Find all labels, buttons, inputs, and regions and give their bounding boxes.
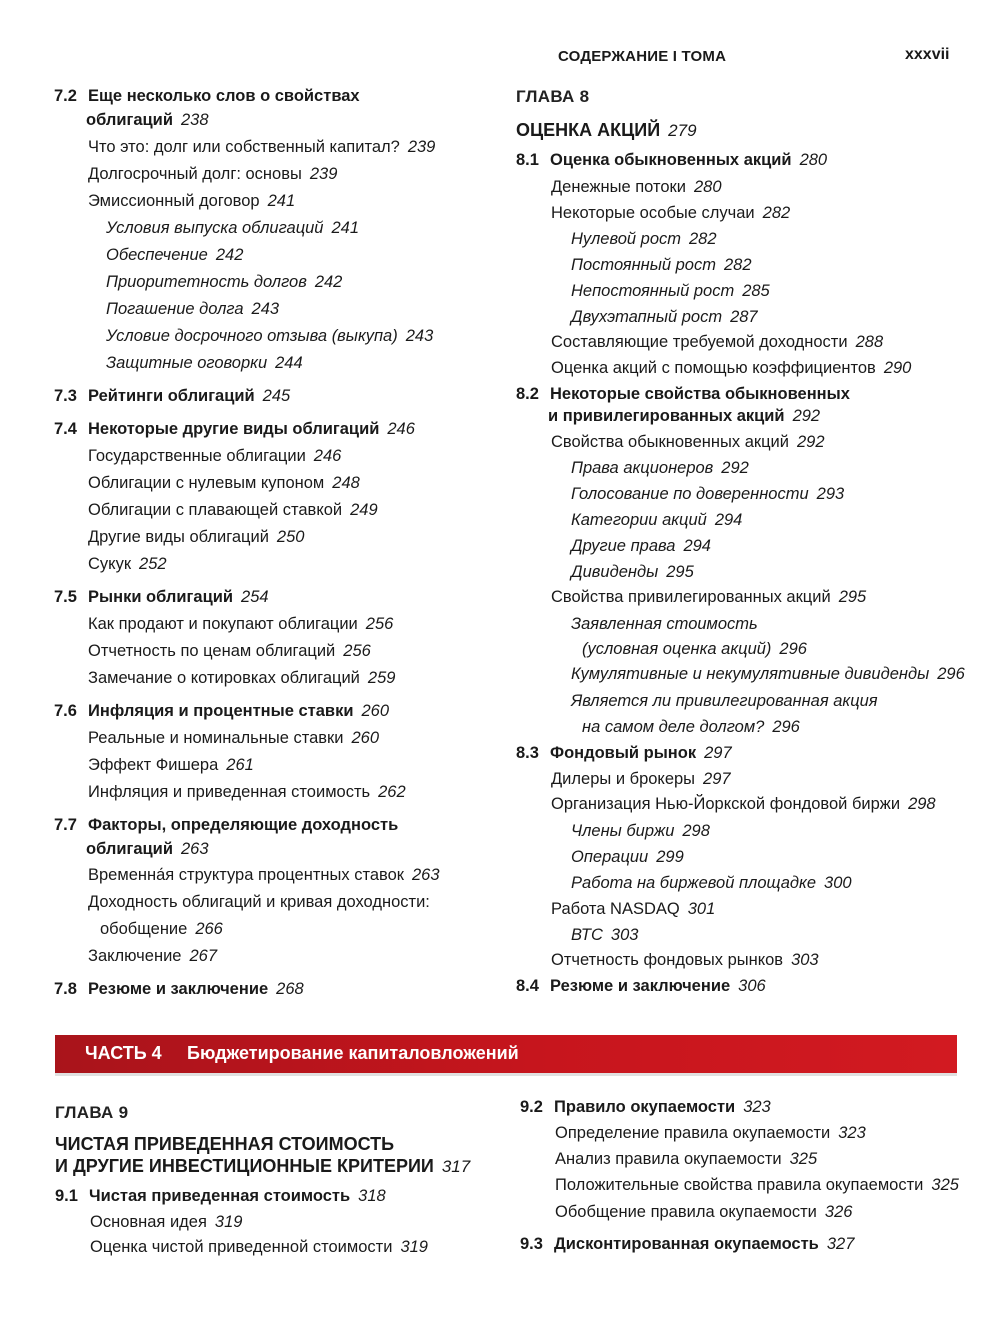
entry-page-number: 297: [704, 744, 732, 762]
entry-title: Чистая приведенная стоимость: [89, 1187, 351, 1205]
entry-title: Рынки облигаций: [88, 588, 234, 606]
part-banner: [55, 1035, 957, 1073]
entry-title: облигаций: [86, 840, 173, 858]
entry-title: Двухэтапный рост: [571, 308, 723, 326]
entry-page-number: 242: [215, 246, 244, 264]
entry-page-number: 259: [367, 669, 396, 687]
toc-left-entry[interactable]: [88, 137, 435, 157]
page-number: xxxvii: [905, 46, 950, 63]
entry-page-number: 325: [789, 1150, 818, 1168]
entry-title: Анализ правила окупаемости: [555, 1150, 782, 1168]
entry-page-number: 266: [195, 920, 223, 938]
entry-page-number: 262: [378, 783, 406, 801]
entry-title: Другие виды облигаций: [88, 528, 269, 546]
toc-left-entry[interactable]: [88, 191, 295, 211]
section-number: 7.2: [54, 87, 77, 105]
section-number: 7.5: [54, 588, 77, 606]
entry-page-number: 246: [387, 420, 415, 438]
entry-title: Рейтинги облигаций: [88, 387, 255, 405]
section-number: 8.4: [516, 977, 539, 995]
entry-title: Работа на биржевой площадке: [571, 874, 817, 892]
entry-title: Операции: [571, 848, 649, 866]
chapter-9-title-line1[interactable]: ЧИСТАЯ ПРИВЕДЕННАЯ СТОИМОСТЬ: [55, 1134, 395, 1154]
toc-left-entry[interactable]: [54, 815, 398, 835]
toc-right-entry[interactable]: [571, 847, 684, 867]
entry-page-number: 296: [779, 640, 807, 658]
entry-page-number: 282: [689, 230, 717, 248]
entry-title: Долгосрочный долг: основы: [88, 165, 302, 183]
toc-left-entry[interactable]: [106, 218, 359, 238]
entry-title: на самом деле долгом?: [582, 718, 765, 736]
toc-ch9-left-entry[interactable]: [90, 1237, 428, 1257]
toc-right-entry[interactable]: [571, 536, 711, 556]
toc-left-entry[interactable]: [88, 728, 379, 748]
toc-right-entry[interactable]: [551, 794, 936, 814]
entry-page-number: 249: [350, 501, 378, 519]
entry-title: облигаций: [86, 111, 173, 129]
entry-title: Заявленная стоимость: [571, 615, 758, 633]
section-number: 7.3: [54, 387, 77, 405]
entry-page-number: 246: [313, 447, 342, 465]
entry-page-number: 239: [309, 165, 338, 183]
entry-page-number: 280: [693, 178, 722, 196]
section-number: 7.7: [54, 816, 77, 834]
entry-title: Отчетность по ценам облигаций: [88, 642, 336, 660]
entry-page-number: 239: [407, 138, 436, 156]
entry-title: Защитные оговорки: [106, 354, 268, 372]
toc-right-entry[interactable]: [571, 664, 965, 684]
toc-right-entry[interactable]: [516, 384, 850, 404]
entry-page-number: 256: [365, 615, 394, 633]
toc-right-entry[interactable]: [551, 899, 715, 919]
toc-ch9-right-entry[interactable]: [555, 1175, 959, 1195]
toc-right-entry[interactable]: [571, 229, 717, 249]
entry-page-number: 260: [361, 702, 390, 720]
toc-left-entry[interactable]: [106, 353, 303, 373]
entry-page-number: 263: [180, 840, 209, 858]
toc-left-entry[interactable]: [88, 500, 378, 520]
entry-page-number: 243: [405, 327, 434, 345]
toc-right-entry[interactable]: [582, 717, 800, 737]
entry-page-number: 293: [816, 485, 845, 503]
entry-page-number: 243: [251, 300, 280, 318]
toc-left-entry[interactable]: [106, 326, 433, 346]
toc-right-entry[interactable]: [551, 587, 866, 607]
toc-right-entry[interactable]: [551, 203, 790, 223]
toc-left-entry[interactable]: [88, 755, 254, 775]
entry-title: Инфляция и приведенная стоимость: [88, 783, 371, 801]
toc-right-entry[interactable]: [571, 614, 758, 634]
entry-page-number: 296: [937, 665, 965, 683]
entry-title: Положительные свойства правила окупаемости: [555, 1176, 924, 1194]
toc-right-entry[interactable]: [571, 484, 844, 504]
toc-ch9-right-entry[interactable]: [520, 1097, 771, 1117]
chapter-8-label: ГЛАВА 8: [516, 87, 590, 106]
entry-page-number: 296: [772, 718, 800, 736]
toc-right-entry[interactable]: [571, 458, 749, 478]
toc-left-entry[interactable]: [88, 527, 304, 547]
entry-page-number: 303: [791, 951, 819, 969]
toc-left-entry[interactable]: [86, 110, 209, 130]
toc-left-entry[interactable]: [88, 892, 430, 912]
entry-title: Погашение долга: [106, 300, 244, 318]
toc-left-entry[interactable]: [88, 473, 360, 493]
entry-title: Свойства обыкновенных акций: [551, 433, 789, 451]
section-number: 7.6: [54, 702, 77, 720]
entry-title: и привилегированных акций: [548, 407, 785, 425]
entry-title: Права акционеров: [571, 459, 714, 477]
entry-title: Свойства привилегированных акций: [551, 588, 831, 606]
entry-page-number: 261: [226, 756, 254, 774]
toc-left-entry[interactable]: [88, 865, 440, 885]
toc-right-entry[interactable]: [551, 432, 825, 452]
entry-page-number: 254: [241, 588, 269, 606]
toc-left-entry[interactable]: [88, 782, 406, 802]
toc-right-entry[interactable]: [551, 177, 722, 197]
entry-title: Временна́я структура процентных ставок: [88, 866, 404, 884]
entry-title: Основная идея: [90, 1213, 207, 1231]
entry-title: Некоторые свойства обыкновенных: [550, 385, 850, 403]
entry-title: Фондовый рынок: [550, 744, 697, 762]
entry-title: Инфляция и процентные ставки: [88, 702, 354, 720]
entry-page-number: 300: [824, 874, 852, 892]
entry-title: Некоторые особые случаи: [551, 204, 755, 222]
part-banner-shadow: [55, 1073, 957, 1076]
entry-page-number: 294: [714, 511, 743, 529]
toc-left-entry[interactable]: [54, 419, 415, 439]
chapter-9-label: ГЛАВА 9: [55, 1103, 129, 1122]
entry-page-number: 238: [180, 111, 209, 129]
toc-left-entry[interactable]: [106, 299, 279, 319]
entry-title: Отчетность фондовых рынков: [551, 951, 784, 969]
toc-left-entry[interactable]: [100, 919, 223, 939]
entry-page-number: 306: [738, 977, 766, 995]
entry-title: Кумулятивные и некумулятивные дивиденды: [571, 665, 930, 683]
entry-title: Эффект Фишера: [88, 756, 219, 774]
chapter-9-title-line2-text: И ДРУГИЕ ИНВЕСТИЦИОННЫЕ КРИТЕРИИ: [55, 1156, 434, 1176]
entry-title: Облигации с нулевым купоном: [88, 474, 325, 492]
entry-page-number: 252: [139, 555, 167, 573]
entry-page-number: 256: [343, 642, 371, 660]
chapter-9-title-line2[interactable]: [55, 1154, 470, 1179]
toc-right-entry[interactable]: [571, 925, 638, 945]
entry-title: Резюме и заключение: [88, 980, 269, 998]
entry-page-number: 299: [656, 848, 684, 866]
entry-page-number: 319: [400, 1238, 428, 1256]
toc-ch9-left-entry[interactable]: [90, 1212, 242, 1232]
entry-title: Категории акций: [571, 511, 707, 529]
entry-title: Оценка обыкновенных акций: [550, 151, 792, 169]
entry-page-number: 294: [683, 537, 711, 555]
toc-left-entry[interactable]: [88, 614, 393, 634]
section-number: 7.4: [54, 420, 77, 438]
entry-page-number: 301: [687, 900, 716, 918]
entry-title: Определение правила окупаемости: [555, 1124, 831, 1142]
toc-right-entry[interactable]: [582, 639, 807, 659]
section-number: 9.2: [520, 1098, 543, 1116]
entry-title: Постоянный рост: [571, 256, 716, 274]
entry-title: Голосование по доверенности: [571, 485, 809, 503]
entry-title: Непостоянный рост: [571, 282, 735, 300]
toc-left-entry[interactable]: [88, 668, 395, 688]
toc-left-entry[interactable]: [88, 946, 217, 966]
toc-ch9-right-entry[interactable]: [555, 1202, 852, 1222]
entry-page-number: 327: [826, 1235, 855, 1253]
entry-title: Обеспечение: [106, 246, 208, 264]
entry-title: Правило окупаемости: [554, 1098, 736, 1116]
toc-left-entry[interactable]: [88, 164, 337, 184]
entry-page-number: 285: [742, 282, 770, 300]
entry-page-number: 250: [276, 528, 305, 546]
section-number: 8.2: [516, 385, 539, 403]
entry-title: Как продают и покупают облигации: [88, 615, 358, 633]
entry-page-number: 267: [189, 947, 217, 965]
entry-title: Нулевой рост: [571, 230, 681, 248]
entry-page-number: 303: [610, 926, 639, 944]
entry-page-number: 325: [931, 1176, 959, 1194]
entry-title: Условия выпуска облигаций: [106, 219, 324, 237]
entry-title: Работа NASDAQ: [551, 900, 680, 918]
entry-page-number: 282: [762, 204, 791, 222]
entry-title: Оценка акций с помощью коэффициентов: [551, 359, 876, 377]
entry-page-number: 292: [797, 433, 825, 451]
entry-title: Обобщение правила окупаемости: [555, 1203, 817, 1221]
entry-title: Еще несколько слов о свойствах: [88, 87, 360, 105]
entry-title: Члены биржи: [571, 822, 675, 840]
section-number: 8.1: [516, 151, 539, 169]
toc-right-entry[interactable]: [551, 332, 883, 352]
running-header-title: СОДЕРЖАНИЕ I ТОМА: [558, 48, 727, 65]
entry-title: Организация Нью-Йоркской фондовой биржи: [551, 795, 901, 813]
toc-ch9-right-entry[interactable]: [555, 1123, 866, 1143]
toc-right-entry[interactable]: [571, 691, 878, 711]
section-number: 9.1: [55, 1187, 78, 1205]
part-label: ЧАСТЬ 4: [85, 1043, 162, 1063]
entry-title: Другие права: [571, 537, 676, 555]
entry-page-number: 295: [666, 563, 694, 581]
entry-page-number: 290: [883, 359, 912, 377]
entry-page-number: 297: [703, 770, 731, 788]
section-number: 9.3: [520, 1235, 543, 1253]
entry-title: Составляющие требуемой доходности: [551, 333, 848, 351]
toc-right-entry[interactable]: [516, 976, 766, 996]
section-number: 8.3: [516, 744, 539, 762]
entry-page-number: 241: [267, 192, 296, 210]
entry-page-number: 323: [838, 1124, 866, 1142]
entry-title: Факторы, определяющие доходность: [88, 816, 399, 834]
toc-right-entry[interactable]: [551, 358, 911, 378]
entry-title: Облигации с плавающей ставкой: [88, 501, 343, 519]
entry-page-number: 244: [275, 354, 303, 372]
toc-right-entry[interactable]: [551, 769, 731, 789]
entry-page-number: 248: [332, 474, 360, 492]
entry-title: Приоритетность долгов: [106, 273, 307, 291]
toc-left-entry[interactable]: [54, 979, 304, 999]
toc-ch9-left-entry[interactable]: [55, 1186, 386, 1206]
entry-title: Доходность облигаций и кривая доходности:: [88, 893, 430, 911]
entry-page-number: 242: [314, 273, 343, 291]
entry-page-number: 292: [721, 459, 749, 477]
entry-title: Дисконтированная окупаемость: [554, 1235, 819, 1253]
entry-title: Сукук: [88, 555, 132, 573]
entry-title: ВТС: [571, 926, 603, 944]
toc-right-entry[interactable]: [548, 406, 820, 426]
toc-right-entry[interactable]: [571, 281, 770, 301]
entry-title: Является ли привилегированная акция: [571, 692, 878, 710]
entry-title: Некоторые другие виды облигаций: [88, 420, 380, 438]
toc-right-entry[interactable]: [571, 562, 694, 582]
entry-page-number: 323: [743, 1098, 771, 1116]
entry-title: Реальные и номинальные ставки: [88, 729, 344, 747]
entry-page-number: 280: [799, 151, 828, 169]
entry-title: Дилеры и брокеры: [551, 770, 696, 788]
entry-page-number: 292: [792, 407, 821, 425]
entry-title: Оценка чистой приведенной стоимости: [90, 1238, 393, 1256]
entry-title: Денежные потоки: [551, 178, 686, 196]
entry-page-number: 245: [262, 387, 291, 405]
toc-left-entry[interactable]: [106, 272, 342, 292]
toc-left-entry[interactable]: [88, 554, 167, 574]
entry-page-number: 282: [723, 256, 752, 274]
toc-right-entry[interactable]: [571, 821, 710, 841]
toc-right-entry[interactable]: [516, 743, 732, 763]
entry-page-number: 241: [331, 219, 360, 237]
toc-right-entry[interactable]: [516, 150, 827, 170]
toc-left-entry[interactable]: [54, 86, 360, 106]
toc-left-entry[interactable]: [54, 386, 290, 406]
entry-page-number: 263: [411, 866, 440, 884]
entry-page-number: 318: [358, 1187, 386, 1205]
toc-left-entry[interactable]: [106, 245, 243, 265]
chapter-8-title[interactable]: [516, 118, 697, 143]
section-number: 7.8: [54, 980, 77, 998]
entry-title: Условие досрочного отзыва (выкупа): [106, 327, 398, 345]
toc-left-entry[interactable]: [88, 446, 341, 466]
entry-page-number: 295: [838, 588, 867, 606]
entry-page-number: 288: [855, 333, 884, 351]
entry-page-number: 287: [730, 308, 758, 326]
toc-right-entry[interactable]: [551, 950, 819, 970]
toc-right-entry[interactable]: [571, 307, 758, 327]
entry-page-number: 298: [908, 795, 936, 813]
chapter-8-title-text: ОЦЕНКА АКЦИЙ: [516, 120, 661, 140]
entry-title: Что это: долг или собственный капитал?: [88, 138, 400, 156]
entry-title: Резюме и заключение: [550, 977, 731, 995]
entry-page-number: 298: [682, 822, 710, 840]
entry-title: Государственные облигации: [88, 447, 306, 465]
entry-title: Заключение: [88, 947, 182, 965]
toc-left-entry[interactable]: [54, 701, 389, 721]
entry-title: (условная оценка акций): [582, 640, 772, 658]
toc-left-entry[interactable]: [88, 641, 371, 661]
entry-title: Эмиссионный договор: [88, 192, 260, 210]
toc-right-entry[interactable]: [571, 510, 742, 530]
toc-left-entry[interactable]: [86, 839, 209, 859]
entry-title: Замечание о котировках облигаций: [88, 669, 360, 687]
entry-title: обобщение: [100, 920, 188, 938]
chapter-9-page: 317: [441, 1157, 471, 1176]
entry-title: Дивиденды: [571, 563, 659, 581]
toc-right-entry[interactable]: [571, 255, 752, 275]
chapter-8-page: 279: [668, 121, 697, 140]
toc-left-entry[interactable]: [54, 587, 269, 607]
entry-page-number: 326: [824, 1203, 853, 1221]
toc-ch9-right-entry[interactable]: [555, 1149, 817, 1169]
entry-page-number: 319: [214, 1213, 243, 1231]
part-name: Бюджетирование капиталовложений: [187, 1043, 519, 1063]
entry-page-number: 268: [276, 980, 304, 998]
toc-right-entry[interactable]: [571, 873, 852, 893]
toc-ch9-right-entry[interactable]: [520, 1234, 854, 1254]
entry-page-number: 260: [351, 729, 380, 747]
